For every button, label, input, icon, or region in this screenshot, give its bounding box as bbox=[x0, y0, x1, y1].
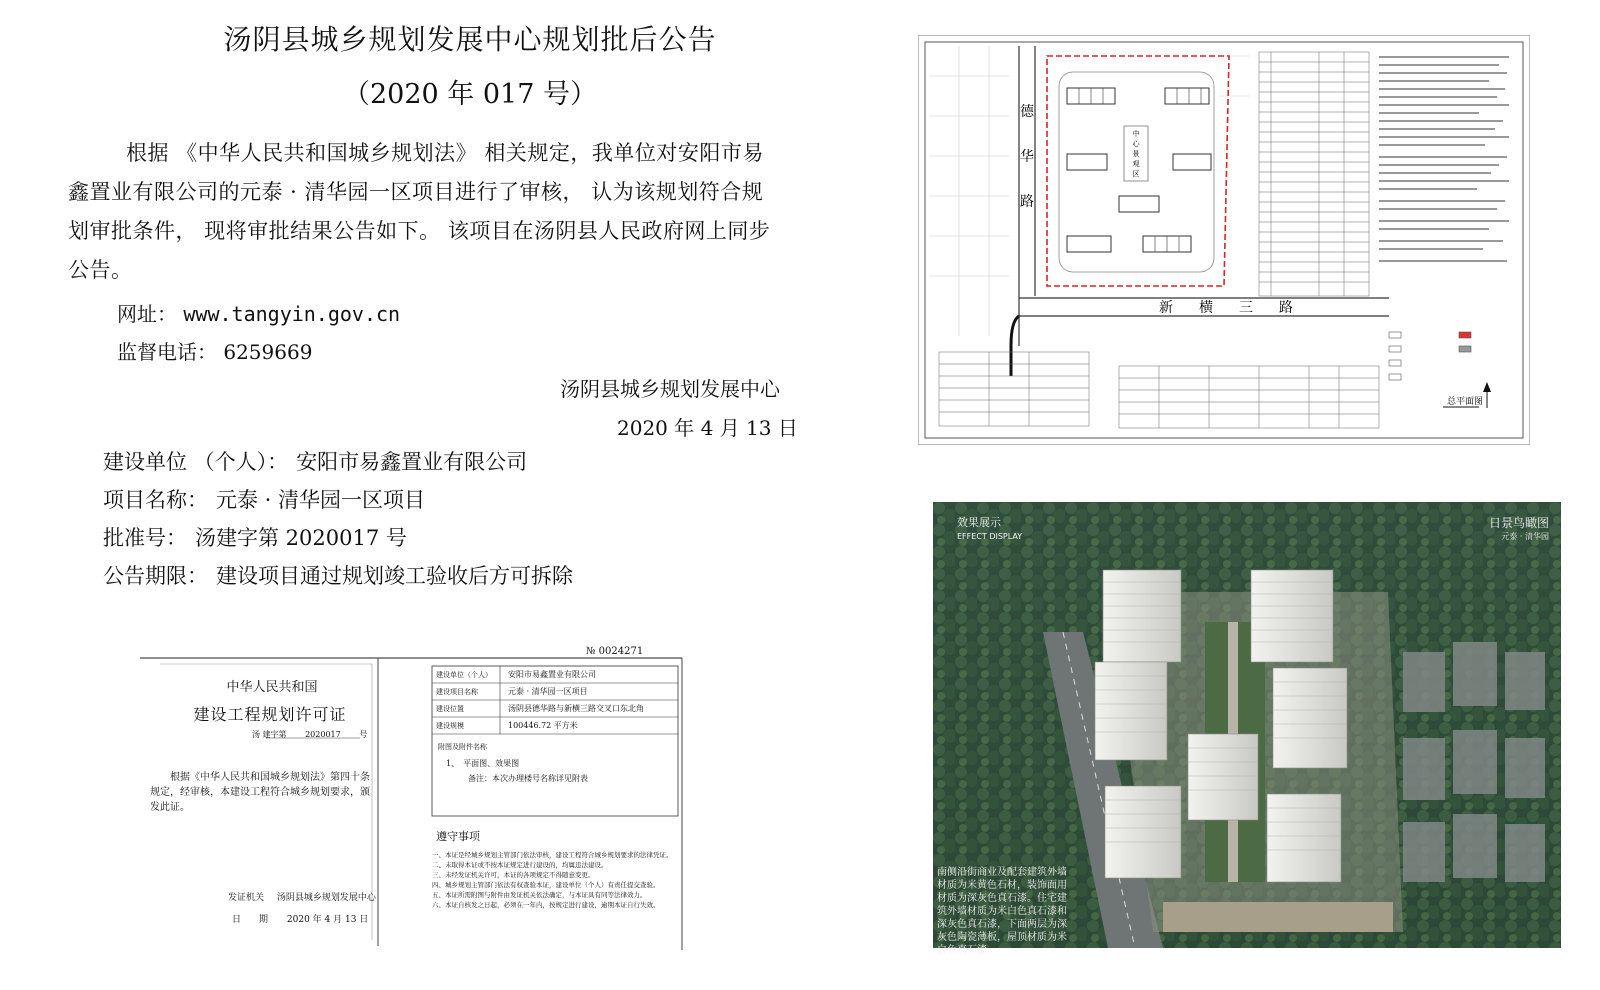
render-label-en: EFFECT DISPLAY bbox=[957, 532, 1023, 541]
detail-label: 建设单位 （个人）： bbox=[103, 450, 289, 474]
permit-table-label: 建设位置 bbox=[436, 705, 464, 713]
detail-row bbox=[103, 560, 573, 590]
permit-number-prefix: 汤 bbox=[252, 730, 260, 739]
permit-issuer-line bbox=[228, 890, 376, 903]
phone-label: 监督电话： bbox=[117, 340, 217, 364]
permit-table-value: 汤阴县德华路与新横三路交叉口东北角 bbox=[508, 704, 644, 713]
site-plan-caption: 总平面图 bbox=[1447, 397, 1484, 407]
permit-attachments-item: 1、 平面图、效果图 bbox=[446, 759, 520, 768]
render-description: 南侧沿街商业及配套建筑外墙材质为米黄色石材，装饰面用材质为深灰色真石漆。住宅建筑外墙材质为米白色真石漆和深灰色真石漆，下面两层为深灰色陶瓷薄板，屋顶材质为米白色真石漆。 bbox=[937, 867, 1067, 956]
permit-country: 中华人民共和国 bbox=[226, 680, 318, 695]
notice-issuer: 汤阴县城乡规划发展中心 bbox=[560, 377, 780, 401]
permit-rules bbox=[432, 850, 678, 910]
notice-number: （2020 年 017 号） bbox=[343, 79, 597, 110]
website-line bbox=[117, 298, 400, 327]
permit-rules-title: 遵守事项 bbox=[436, 830, 480, 843]
permit-attachments-note: 备注：本次办理楼号名称详见附表 bbox=[468, 774, 588, 783]
road-south-char: 三 bbox=[1239, 300, 1253, 316]
center-label-char: 观 bbox=[1132, 160, 1140, 168]
permit-table-value: 安阳市易鑫置业有限公司 bbox=[508, 670, 596, 679]
render-corner-title: 日景鸟瞰图 bbox=[1488, 516, 1549, 530]
permit-date: 2020 年 4 月 13 日 bbox=[286, 915, 369, 925]
permit-table-label: 建设项目名称 bbox=[436, 688, 478, 696]
render-corner-label bbox=[1489, 516, 1549, 544]
detail-row bbox=[103, 522, 407, 552]
detail-label: 批准号： bbox=[103, 526, 187, 550]
road-west-char: 德 bbox=[1020, 104, 1034, 120]
permit-issuer: 汤阴县城乡规划发展中心 bbox=[276, 893, 376, 903]
notice-title: 汤阴县城乡规划发展中心规划批后公告 bbox=[223, 23, 717, 56]
detail-value: 建设项目通过规划竣工验收后方可拆除 bbox=[216, 564, 573, 588]
notice-body: 根据 《中华人民共和国城乡规划法》 相关规定，我单位对安阳市易鑫置业有限公司的元泰 · 清华园一区项目进行了审核， 认为该规划符合规划审批条件， 现将审批结果公告如下。 该项目在汤阴县人民政府网上同步公告。 bbox=[68, 141, 771, 282]
permit-serial: № 0024271 bbox=[586, 646, 644, 657]
center-label-char: 中 bbox=[1132, 130, 1140, 138]
detail-row bbox=[103, 446, 527, 476]
site-plan-drawing bbox=[918, 35, 1530, 445]
center-label-char: 区 bbox=[1132, 170, 1140, 178]
planning-permit bbox=[140, 646, 700, 962]
website-link[interactable]: www.tangyin.gov.cn bbox=[183, 302, 401, 326]
permit-rule: 四、城乡规划主管部门依法有权查验本证，建设单位（个人）有责任提交查验。 bbox=[432, 881, 660, 889]
render-label-cn: 效果展示 bbox=[957, 516, 1001, 529]
website-label: 网址： bbox=[117, 302, 177, 326]
permit-rule: 六、本证自核发之日起，必须在一年内，按规定进行建设，逾期本证自行失效。 bbox=[432, 901, 660, 909]
notice-date: 2020 年 4 月 13 日 bbox=[617, 416, 798, 440]
detail-value: 安阳市易鑫置业有限公司 bbox=[296, 450, 528, 474]
detail-label: 项目名称： bbox=[103, 488, 208, 512]
permit-rule: 二、未取得本证或不按本证规定进行建设的，均属违法建设。 bbox=[432, 861, 608, 869]
road-west-char: 华 bbox=[1020, 149, 1034, 165]
permit-number-value: 2020017 bbox=[305, 730, 341, 739]
permit-rule: 五、本证所需附图与附件由发证机关依法确定，与本证具有同等法律效力。 bbox=[432, 891, 647, 899]
center-label-char: 景 bbox=[1132, 150, 1140, 158]
phone-number: 6259669 bbox=[223, 340, 313, 364]
phone-line bbox=[117, 336, 312, 365]
road-south-char: 路 bbox=[1279, 300, 1293, 316]
detail-row bbox=[103, 484, 425, 514]
permit-rule: 三、未经发证机关许可，本证的各项规定不得随意变更。 bbox=[432, 871, 595, 879]
permit-date-label: 日 期 bbox=[232, 915, 269, 925]
detail-label: 公告期限： bbox=[103, 564, 208, 588]
permit-number-suffix: 号 bbox=[359, 730, 368, 739]
permit-rule: 一、本证是经城乡规划主管部门依法审核，建设工程符合城乡规划要求的法律凭证。 bbox=[432, 851, 673, 859]
permit-title: 建设工程规划许可证 bbox=[193, 705, 347, 724]
permit-table-value: 100446.72 平方米 bbox=[508, 721, 578, 730]
permit-number-mid: 建字第 bbox=[262, 730, 287, 739]
center-label-char: 心 bbox=[1132, 140, 1140, 148]
permit-body: 根据《中华人民共和国城乡规划法》第四十条规定，经审核，本建设工程符合城乡规划要求，颁发此证。 bbox=[150, 772, 370, 813]
detail-value: 汤建字第 2020017 号 bbox=[195, 526, 407, 550]
permit-date-line bbox=[232, 912, 368, 925]
permit-number bbox=[252, 729, 367, 740]
permit-table-value: 元泰 · 清华园一区项目 bbox=[508, 687, 588, 696]
permit-table-label: 建设规模 bbox=[436, 722, 464, 730]
render-corner-sub: 元泰 · 清华园 bbox=[1501, 532, 1549, 541]
permit-attachments-title: 附图及附件名称 bbox=[438, 743, 487, 751]
render-label bbox=[957, 516, 1022, 544]
detail-value: 元泰 · 清华园一区项目 bbox=[216, 488, 426, 512]
permit-issuer-label: 发证机关 bbox=[228, 893, 265, 903]
permit-table-label: 建设单位（个人） bbox=[436, 671, 492, 679]
road-south-char: 横 bbox=[1199, 300, 1213, 316]
road-west-char: 路 bbox=[1020, 194, 1034, 210]
road-south-char: 新 bbox=[1159, 300, 1173, 316]
aerial-rendering bbox=[933, 502, 1561, 956]
